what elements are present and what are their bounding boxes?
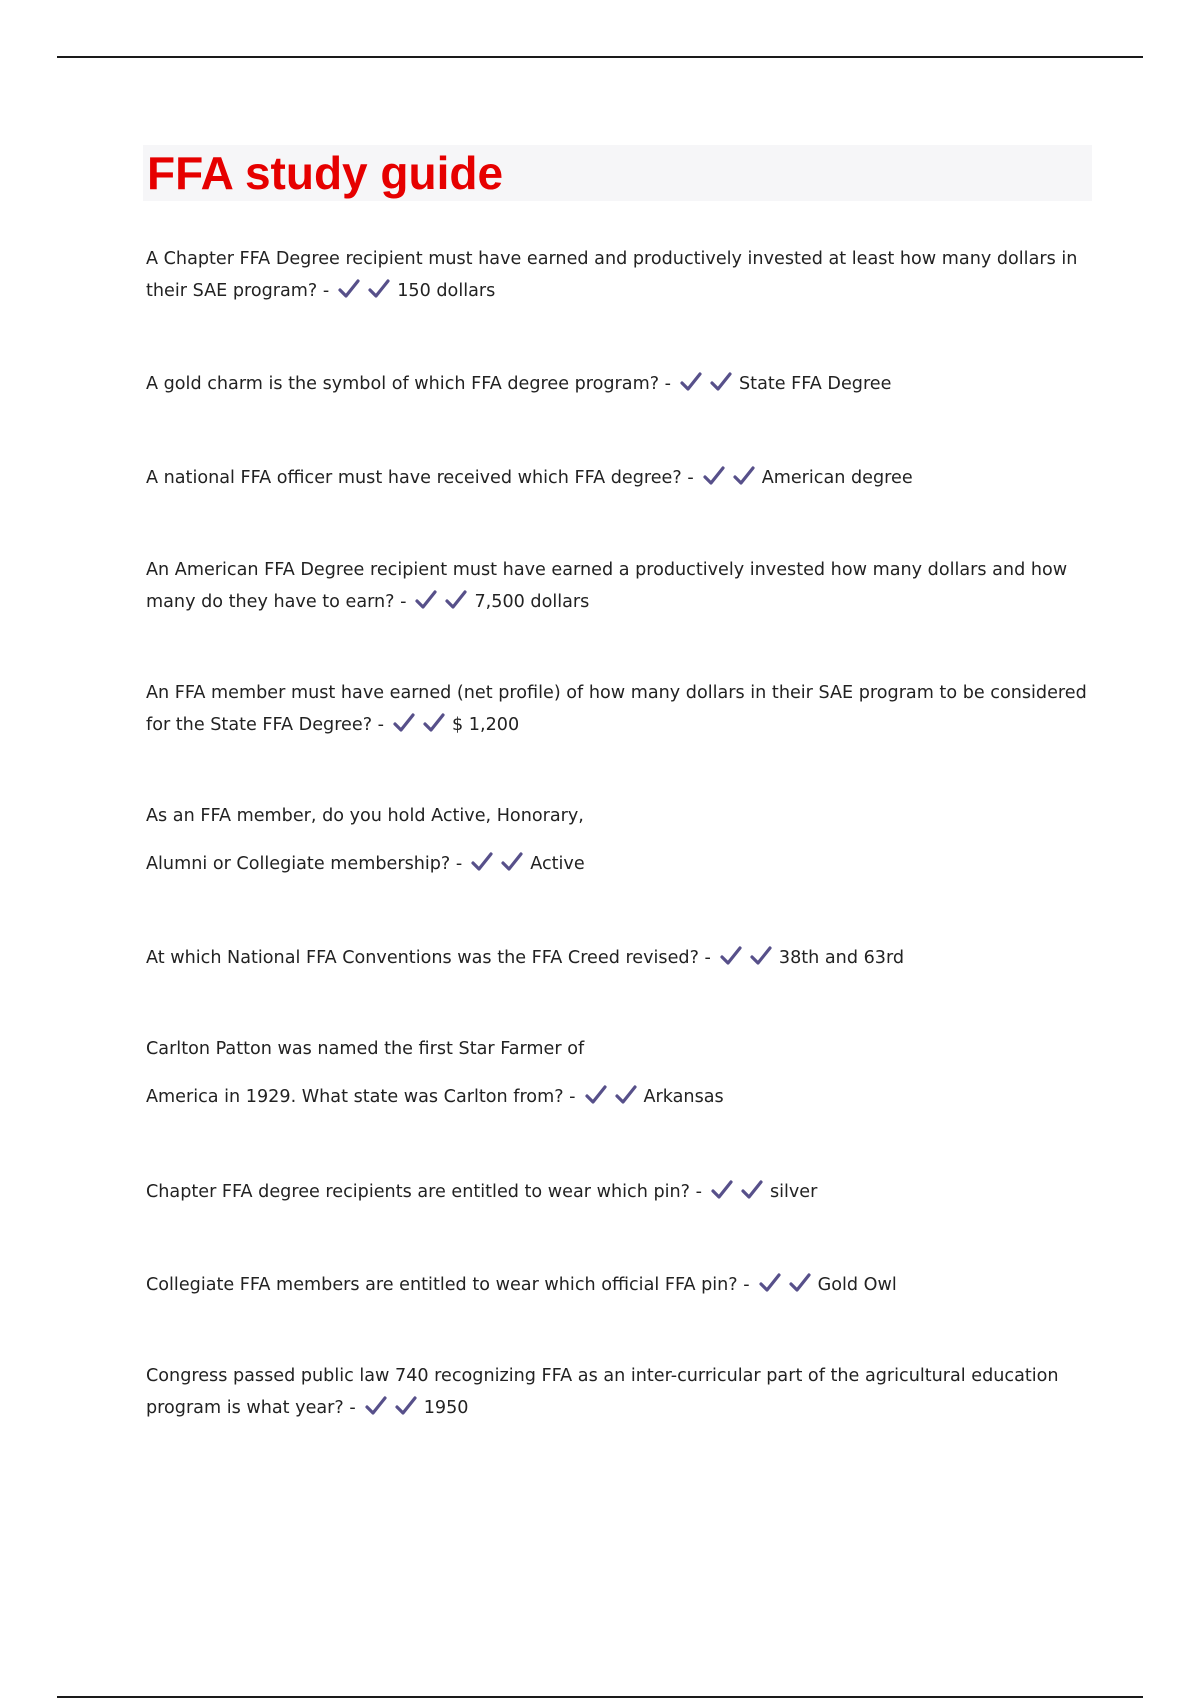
separator: - (322, 281, 330, 301)
answer-text: $ 1,200 (452, 715, 520, 735)
qa-item (146, 462, 1090, 494)
separator: - (687, 468, 694, 488)
check-icon (702, 465, 726, 487)
document-title: FFA study guide (147, 147, 504, 199)
check-icon (500, 851, 524, 873)
check-icon (709, 371, 733, 393)
answer-text: State FFA Degree (739, 374, 892, 394)
qa-item (146, 368, 1090, 400)
qa-item (146, 677, 1090, 741)
check-icon (364, 1395, 388, 1417)
answer-text: Active (530, 854, 585, 874)
question-text: An FFA member must have earned (net profile) of how many dollars in their SAE program to be considered for the State FFA Degree? (146, 683, 1087, 735)
check-icon (337, 278, 361, 300)
question-line-2-row (146, 1081, 1090, 1113)
question-line-2: Alumni or Collegiate membership? (146, 854, 451, 874)
answer-text: Gold Owl (817, 1275, 897, 1295)
question-line-2: America in 1929. What state was Carlton from? (146, 1087, 564, 1107)
question-text: A national FFA officer must have received which FFA degree? (146, 468, 682, 488)
separator: - (664, 374, 671, 394)
check-icon (367, 278, 391, 300)
question-text: At which National FFA Conventions was the FFA Creed revised? (146, 948, 699, 968)
qa-item (146, 243, 1090, 307)
qa-item (146, 1269, 1090, 1301)
footer-rule (57, 1696, 1143, 1698)
check-icon (749, 945, 773, 967)
answer-text: 150 dollars (397, 281, 496, 301)
check-icon (414, 589, 438, 611)
check-icon (394, 1395, 418, 1417)
separator: - (377, 715, 384, 735)
answer-text: 7,500 dollars (474, 592, 590, 612)
question-text: Congress passed public law 740 recognizing FFA as an inter-curricular part of the agricultural education program is what year? (146, 1366, 1059, 1418)
check-icon (614, 1084, 638, 1106)
answer-text: 1950 (423, 1398, 469, 1418)
title-band (143, 145, 1092, 201)
qa-item (146, 942, 1090, 974)
answer-text: American degree (761, 468, 913, 488)
check-icon (679, 371, 703, 393)
question-text: An American FFA Degree recipient must have earned a productively invested how many dollars and how many do they have to earn? (146, 560, 1068, 612)
check-icon (584, 1084, 608, 1106)
separator: - (695, 1182, 702, 1202)
check-icon (470, 851, 494, 873)
question-text: Chapter FFA degree recipients are entitled to wear which pin? (146, 1182, 690, 1202)
check-icon (444, 589, 468, 611)
separator: - (569, 1087, 576, 1107)
check-icon (422, 712, 446, 734)
separator: - (455, 854, 463, 874)
answer-text: Arkansas (643, 1087, 724, 1107)
question-text: A gold charm is the symbol of which FFA degree program? (146, 374, 660, 394)
separator: - (400, 592, 407, 612)
check-icon (788, 1272, 812, 1294)
check-icon (740, 1179, 764, 1201)
question-text: A Chapter FFA Degree recipient must have earned and productively invested at least how many dollars in their SAE program? (146, 249, 1078, 301)
qa-item (146, 1176, 1090, 1208)
question-line-1: Carlton Patton was named the first Star Farmer of (146, 1039, 585, 1059)
check-icon (758, 1272, 782, 1294)
check-icon (710, 1179, 734, 1201)
qa-item (146, 554, 1090, 618)
qa-item (146, 1033, 1090, 1113)
question-text: Collegiate FFA members are entitled to wear which official FFA pin? (146, 1275, 738, 1295)
answer-text: silver (769, 1182, 818, 1202)
question-line-1: As an FFA member, do you hold Active, Honorary, (146, 806, 584, 826)
separator: - (349, 1398, 356, 1418)
qa-item (146, 800, 1090, 880)
check-icon (392, 712, 416, 734)
question-line-2-row (146, 848, 1090, 880)
check-icon (719, 945, 743, 967)
qa-item (146, 1360, 1090, 1424)
header-rule (57, 56, 1143, 58)
check-icon (732, 465, 756, 487)
answer-text: 38th and 63rd (778, 948, 905, 968)
separator: - (704, 948, 711, 968)
separator: - (743, 1275, 750, 1295)
